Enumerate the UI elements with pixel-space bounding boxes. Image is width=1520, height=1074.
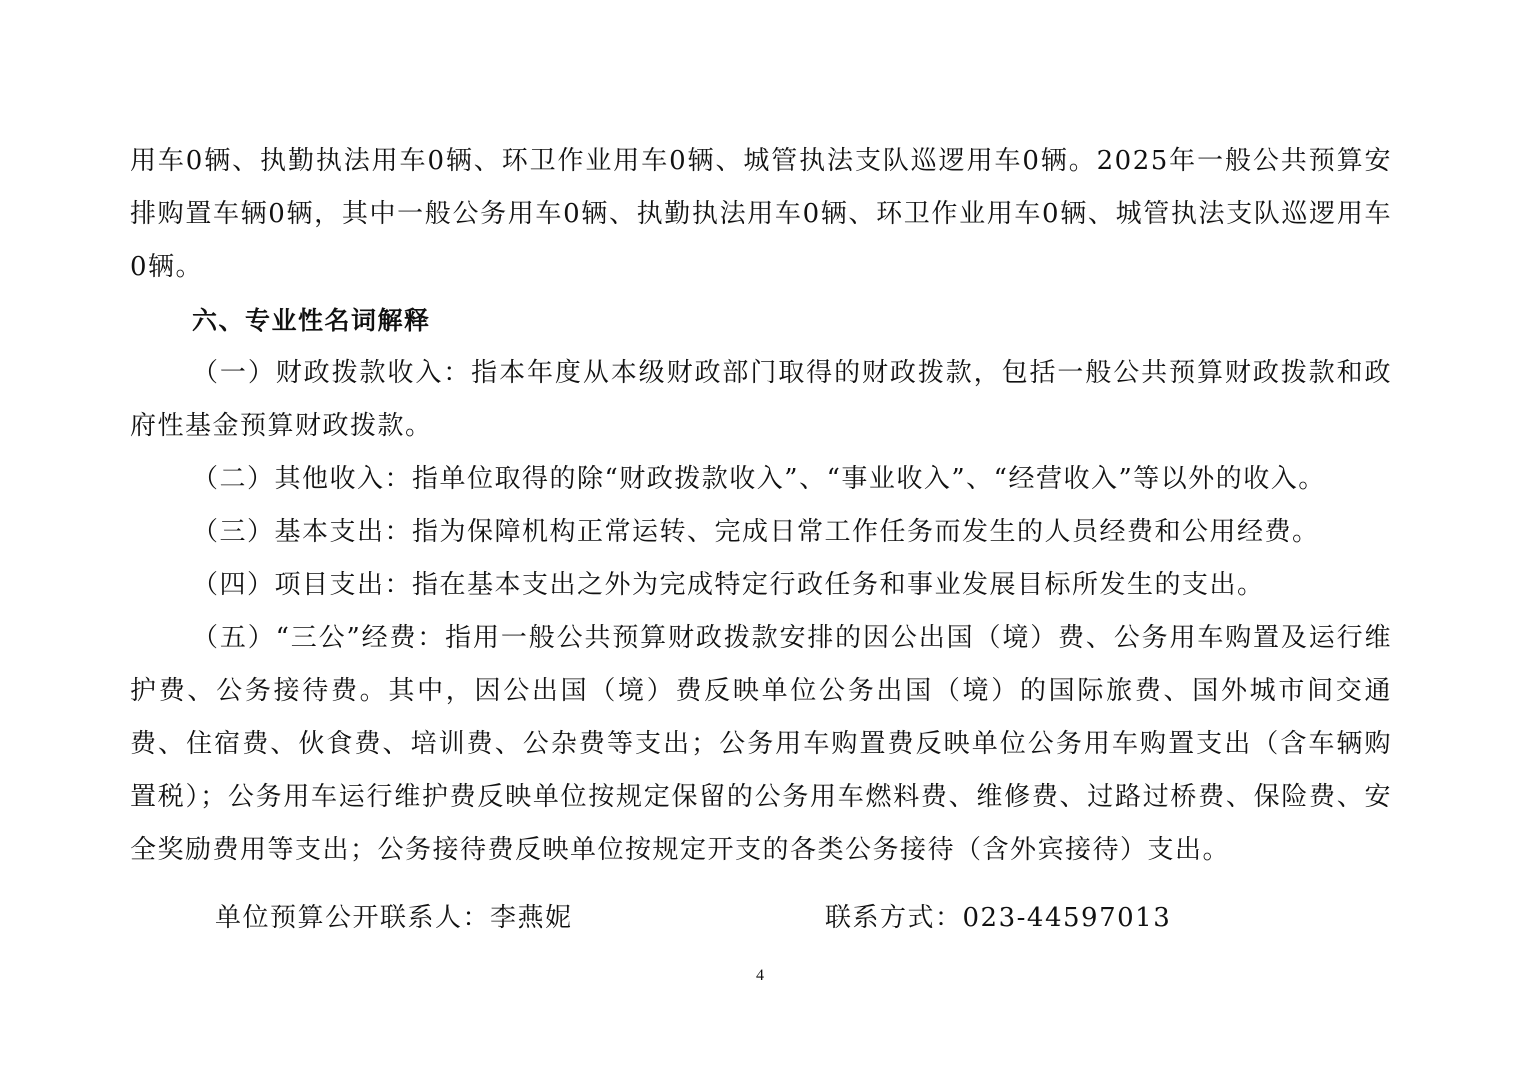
section-heading-glossary: 六、专业性名词解释 xyxy=(192,306,431,335)
document-body xyxy=(130,135,1392,877)
paragraph-project-expenditure: （四）项目支出：指在基本支出之外为完成特定行政任务和事业发展目标所发生的支出。 xyxy=(192,570,1265,600)
paragraph-three-public-funds: （五）“三公”经费：指用一般公共预算财政拨款安排的因公出国（境）费、公务用车购置及运行维护费、公务接待费。其中，因公出国（境）费反映单位公务出国（境）的国际旅费、国外城市间交通费、住宿费、伙食费、培训费、公杂费等支出；公务用车购置费反映单位公务用车购置支出（含车辆购置税）；公务用车运行维护费反映单位按规定保留的公务用车燃料费、维修费、过路过桥费、保险费、安全奖励费用等支出；公务接待费反映单位按规定开支的各类公务接待（含外宾接待）支出。 xyxy=(130,623,1392,865)
page-number: 4 xyxy=(756,967,764,984)
paragraph-vehicles: 用车0辆、执勤执法用车0辆、环卫作业用车0辆、城管执法支队巡逻用车0辆。2025年一般公共预算安排购置车辆0辆，其中一般公务用车0辆、执勤执法用车0辆、环卫作业用车0辆、城管执法支队巡逻用车0辆。 xyxy=(130,146,1392,282)
contact-phone: 联系方式：023-44597013 xyxy=(825,903,1172,933)
paragraph-other-income: （二）其他收入：指单位取得的除“财政拨款收入”、“事业收入”、“经营收入”等以外的收入。 xyxy=(192,464,1326,494)
paragraph-basic-expenditure: （三）基本支出：指为保障机构正常运转、完成日常工作任务而发生的人员经费和公用经费。 xyxy=(192,517,1320,547)
contact-person: 单位预算公开联系人：李燕妮 xyxy=(215,903,573,933)
paragraph-fiscal-income: （一）财政拨款收入：指本年度从本级财政部门取得的财政拨款，包括一般公共预算财政拨款和政府性基金预算财政拨款。 xyxy=(130,358,1392,441)
contact-line xyxy=(215,893,1315,943)
